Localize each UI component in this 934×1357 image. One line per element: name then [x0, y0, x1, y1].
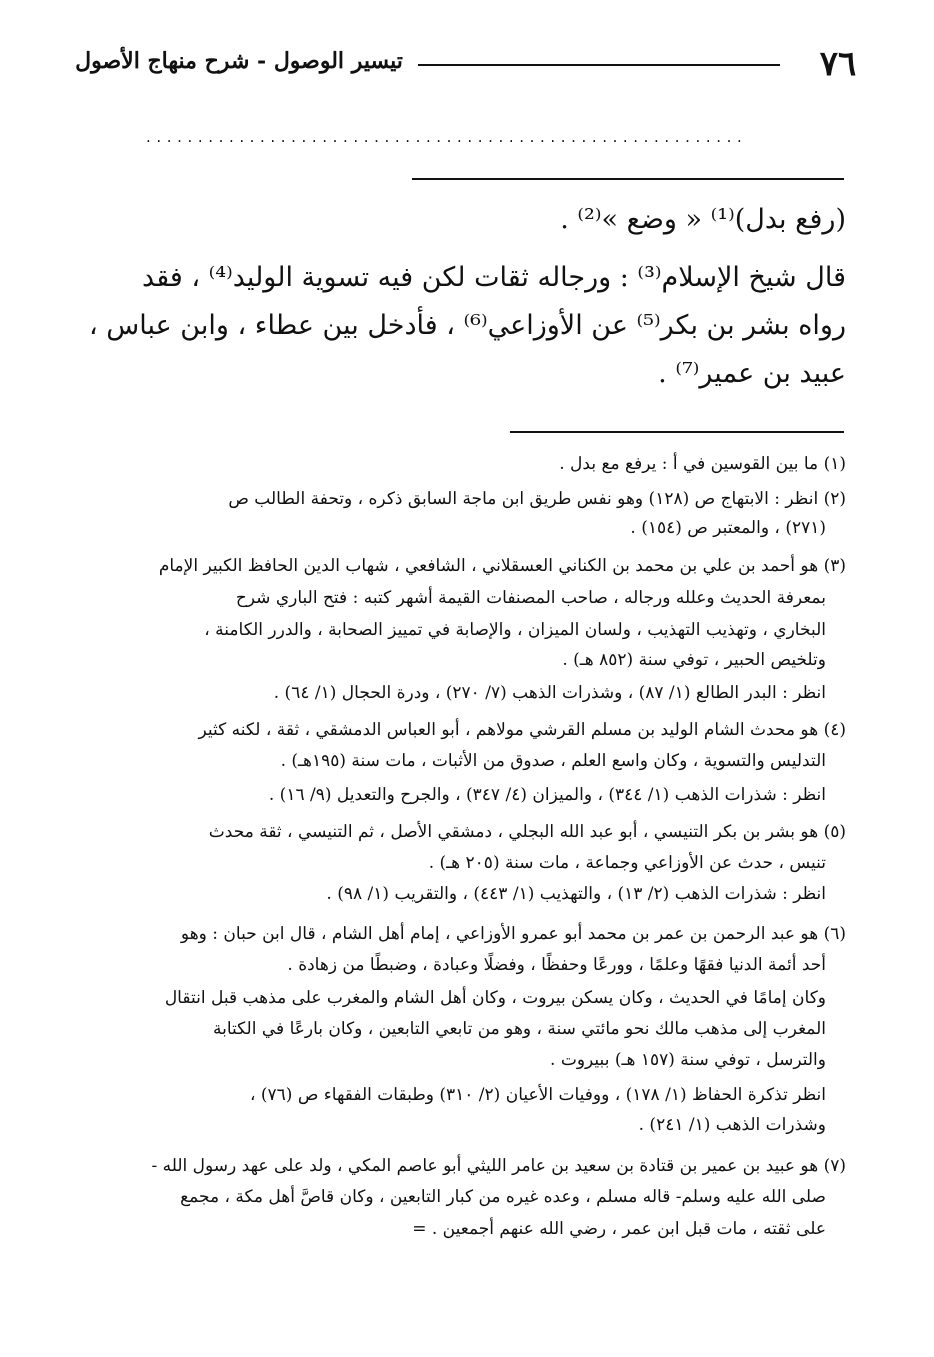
- header-rule: [418, 64, 780, 66]
- footnote-line: المغرب إلى مذهب مالك نحو مائتي سنة ، وهو من تابعي التابعين ، وكان بارعًا في الكتابة: [213, 1019, 826, 1039]
- footnote-line: انظر : شذرات الذهب (١/ ٣٤٤) ، والميزان (٤/ ٣٤٧) ، والجرح والتعديل (٩/ ١٦) .: [268, 785, 826, 805]
- footnote-line: (٦) هو عبد الرحمن بن عمر بن محمد أبو عمرو الأوزاعي ، إمام أهل الشام ، قال ابن حبان : وهو: [180, 924, 846, 944]
- text-divider-rule: [412, 178, 844, 180]
- footnote-line: انظر : شذرات الذهب (٢/ ١٣) ، والتهذيب (١/ ٤٤٣) ، والتقريب (١/ ٩٨) .: [326, 884, 826, 904]
- page-number: ٧٦: [819, 44, 857, 84]
- footnote-line: (٧) هو عبيد بن عمير بن قتادة بن سعيد بن عامر الليثي أبو عاصم المكي ، ولد على عهد رسول الله -: [151, 1156, 846, 1176]
- footnote-line: انظر : البدر الطالع (١/ ٨٧) ، وشذرات الذهب (٧/ ٢٧٠) ، ودرة الحجال (١/ ٦٤) .: [273, 683, 826, 703]
- footnote-line: أحد أئمة الدنيا فقهًا وعلمًا ، وورعًا وحفظًا ، وفضلًا وعبادة ، وضبطًا من زهادة .: [287, 955, 826, 975]
- footnote-line: (١) ما بين القوسين في أ : يرفع مع بدل .: [559, 454, 846, 474]
- main-text-line: رواه بشر بن بكر⁽⁵⁾ عن الأوزاعي⁽⁶⁾ ، فأدخل بين عطاء ، وابن عباس ،: [88, 310, 846, 341]
- footnote-line: والترسل ، توفي سنة (١٥٧ هـ) ببيروت .: [550, 1050, 826, 1070]
- footnote-line: بمعرفة الحديث وعلله ورجاله ، صاحب المصنفات القيمة أشهر كتبه : فتح الباري شرح: [235, 588, 826, 608]
- footnote-line: البخاري ، وتهذيب التهذيب ، ولسان الميزان ، والإصابة في تمييز الصحابة ، والدرر الكامنة ،: [204, 620, 826, 640]
- main-text-line: قال شيخ الإسلام⁽³⁾ : ورجاله ثقات لكن فيه تسوية الوليد⁽⁴⁾ ، فقد: [142, 262, 846, 293]
- running-title: تيسير الوصول - شرح منهاج الأصول: [75, 48, 403, 74]
- main-text-line: (رفع بدل)⁽¹⁾ « وضع »⁽²⁾ .: [560, 204, 846, 235]
- footnote-line: وشذرات الذهب (١/ ٢٤١) .: [638, 1115, 826, 1135]
- footnote-line: (٥) هو بشر بن بكر التنيسي ، أبو عبد الله البجلي ، دمشقي الأصل ، ثم التنيسي ، ثقة محدث: [208, 822, 846, 842]
- footnote-divider-rule: [510, 431, 844, 433]
- footnote-line: وكان إمامًا في الحديث ، وكان يسكن بيروت ، وكان أهل الشام والمغرب على مذهب قبل انتقال: [164, 988, 826, 1008]
- footnote-line: على ثقته ، مات قبل ابن عمر ، رضي الله عنهم أجمعين . =: [412, 1219, 826, 1239]
- footnote-line: (٣) هو أحمد بن علي بن محمد بن الكناني العسقلاني ، الشافعي ، شهاب الدين الحافظ الكبير الإمام: [158, 556, 846, 576]
- footnote-line: وتلخيص الحبير ، توفي سنة (٨٥٢ هـ) .: [562, 650, 826, 670]
- footnote-line: صلى الله عليه وسلم- قاله مسلم ، وعده غيره من كبار التابعين ، وكان قاصَّ أهل مكة ، مجمع: [180, 1187, 826, 1207]
- footnote-line: (٢) انظر : الابتهاج ص (١٢٨) وهو نفس طريق ابن ماجة السابق ذكره ، وتحفة الطالب ص: [228, 489, 846, 509]
- main-text-line: عبيد بن عمير⁽⁷⁾ .: [658, 358, 846, 389]
- footnote-line: انظر تذكرة الحفاظ (١/ ١٧٨) ، ووفيات الأعيان (٢/ ٣١٠) وطبقات الفقهاء ص (٧٦) ،: [249, 1085, 826, 1105]
- ellipsis-separator: ..........................................................: [146, 128, 748, 146]
- footnote-line: تنيس ، حدث عن الأوزاعي وجماعة ، مات سنة (٢٠٥ هـ) .: [428, 853, 826, 873]
- footnote-line: (٢٧١) ، والمعتبر ص (١٥٤) .: [630, 518, 826, 538]
- footnote-line: (٤) هو محدث الشام الوليد بن مسلم القرشي مولاهم ، أبو العباس الدمشقي ، ثقة ، لكنه كثير: [198, 720, 846, 740]
- footnote-line: التدليس والتسوية ، وكان واسع العلم ، صدوق من الأثبات ، مات سنة (١٩٥هـ) .: [280, 751, 826, 771]
